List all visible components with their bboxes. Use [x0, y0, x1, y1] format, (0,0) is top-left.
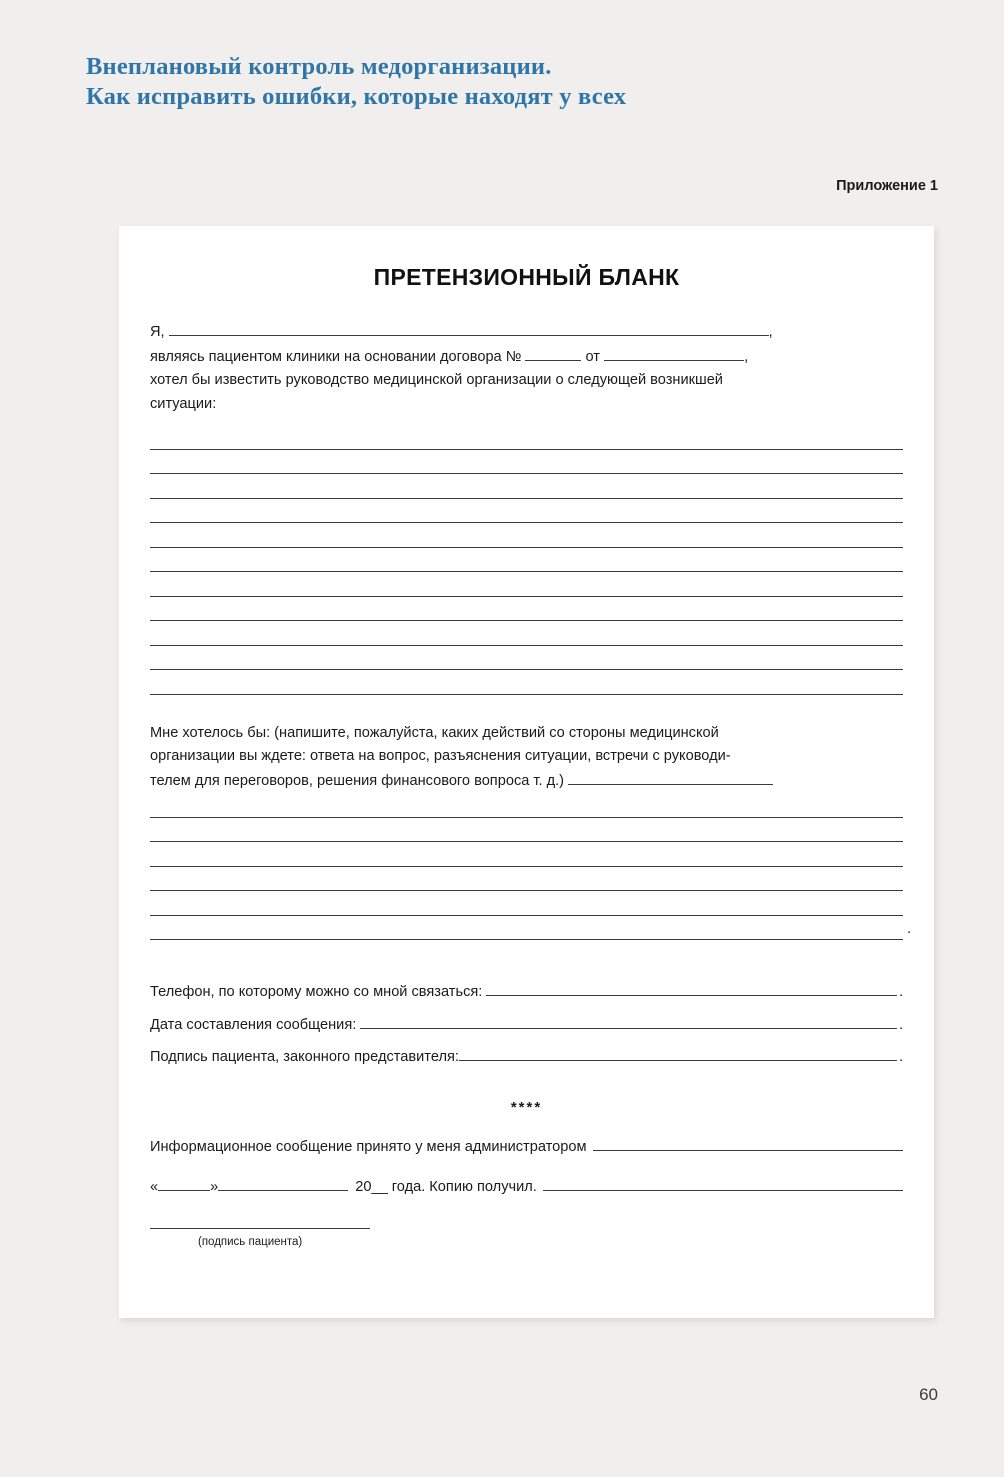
year-prefix: 20: [355, 1178, 372, 1195]
contract-date-blank[interactable]: [604, 345, 744, 361]
quote-open: «: [150, 1178, 159, 1195]
intro-line-1-suffix: ,: [768, 324, 773, 340]
blank-line[interactable]: [150, 425, 903, 450]
contact-row-date: [150, 1013, 903, 1038]
contract-date-text: от: [585, 348, 600, 365]
intro-line-4: ситуации:: [150, 395, 217, 412]
acceptance-text: Информационное сообщение принято у меня администратором: [150, 1139, 587, 1155]
intro-line-2: [150, 345, 903, 370]
section-separator: ****: [510, 1098, 543, 1116]
blank-line[interactable]: [150, 450, 903, 475]
request-line-3-text: телем для переговоров, решения финансового вопроса т. д.): [150, 772, 565, 789]
contract-number-blank[interactable]: [525, 345, 581, 361]
patient-signature-line[interactable]: [150, 1214, 370, 1229]
blank-line[interactable]: [150, 548, 903, 573]
blank-line[interactable]: [150, 499, 903, 524]
form-title: ПРЕТЕНЗИОННЫЙ БЛАНК: [373, 264, 680, 290]
blank-line[interactable]: [150, 523, 903, 548]
patient-signature-caption: (подпись пациента): [198, 1236, 303, 1248]
contact-end-date: .: [898, 1016, 903, 1033]
quote-close: »: [210, 1178, 219, 1195]
contact-label-signature: Подпись пациента, законного представителя:: [150, 1049, 459, 1065]
intro-prefix: Я,: [150, 324, 165, 340]
contact-end-phone: .: [898, 984, 903, 1000]
blank-line[interactable]: [150, 597, 903, 622]
request-inline-blank[interactable]: [568, 769, 773, 785]
blank-line[interactable]: [150, 891, 903, 916]
intro-line-1: [150, 320, 903, 345]
request-line-3: [150, 769, 903, 794]
copy-received-blank[interactable]: [543, 1175, 903, 1191]
administrator-blank[interactable]: [593, 1135, 903, 1151]
contact-label-phone: Телефон, по которому можно со мной связаться:: [150, 984, 483, 1000]
contact-row-signature: [150, 1045, 903, 1070]
blank-line[interactable]: [150, 646, 903, 671]
intro-line-3: хотел бы известить руководство медицинской организации о следующей возникшей: [150, 372, 723, 388]
request-end-dot: .: [906, 920, 911, 937]
contact-row-phone: [150, 980, 903, 1005]
request-line-2: организации вы ждете: ответа на вопрос, разъяснения ситуации, встречи с руководи-: [150, 748, 731, 764]
acceptance-row-2: [150, 1175, 903, 1200]
acceptance-block: [150, 1135, 903, 1255]
patient-signature-area: [150, 1214, 903, 1255]
blank-line[interactable]: [150, 818, 903, 843]
request-blank-lines: [150, 793, 911, 940]
blank-line[interactable]: [150, 670, 903, 695]
phone-blank[interactable]: [486, 980, 897, 996]
claim-form-card: [119, 226, 934, 1318]
intro-line-2-suffix: ,: [744, 348, 749, 365]
page-title-line-1: Внеплановый контроль медорганизации.: [86, 53, 552, 80]
situation-blank-lines: [150, 425, 903, 695]
page-title-line-2: Как исправить ошибки, которые находят у всех: [86, 83, 627, 110]
day-blank[interactable]: [158, 1175, 210, 1191]
month-blank[interactable]: [218, 1175, 348, 1191]
contact-end-signature: .: [898, 1049, 903, 1065]
blank-line[interactable]: [150, 572, 903, 597]
page-title: [86, 52, 886, 112]
blank-line[interactable]: [150, 621, 903, 646]
contact-label-date: Дата составления сообщения:: [150, 1016, 357, 1033]
blank-line-final[interactable]: [150, 916, 911, 941]
date-blank[interactable]: [360, 1013, 897, 1029]
request-line-1: Мне хотелось бы: (напишите, пожалуйста, каких действий со стороны медицинской: [150, 724, 719, 741]
year-suffix-text: __ года. Копию получил.: [371, 1178, 537, 1195]
appendix-label: Приложение 1: [836, 178, 938, 194]
contact-block: [150, 980, 903, 1070]
patient-name-blank[interactable]: [169, 320, 769, 336]
contract-basis-text: являясь пациентом клиники на основании договора №: [150, 348, 522, 365]
blank-line[interactable]: [150, 842, 903, 867]
page-number: 60: [919, 1385, 938, 1404]
intro-block: [150, 320, 903, 416]
request-block: [150, 722, 911, 941]
signature-blank[interactable]: [459, 1045, 897, 1061]
blank-line[interactable]: [150, 474, 903, 499]
blank-line[interactable]: [150, 867, 903, 892]
acceptance-row-1: [150, 1135, 903, 1160]
blank-line[interactable]: [150, 793, 903, 818]
form-body: [119, 320, 934, 1255]
